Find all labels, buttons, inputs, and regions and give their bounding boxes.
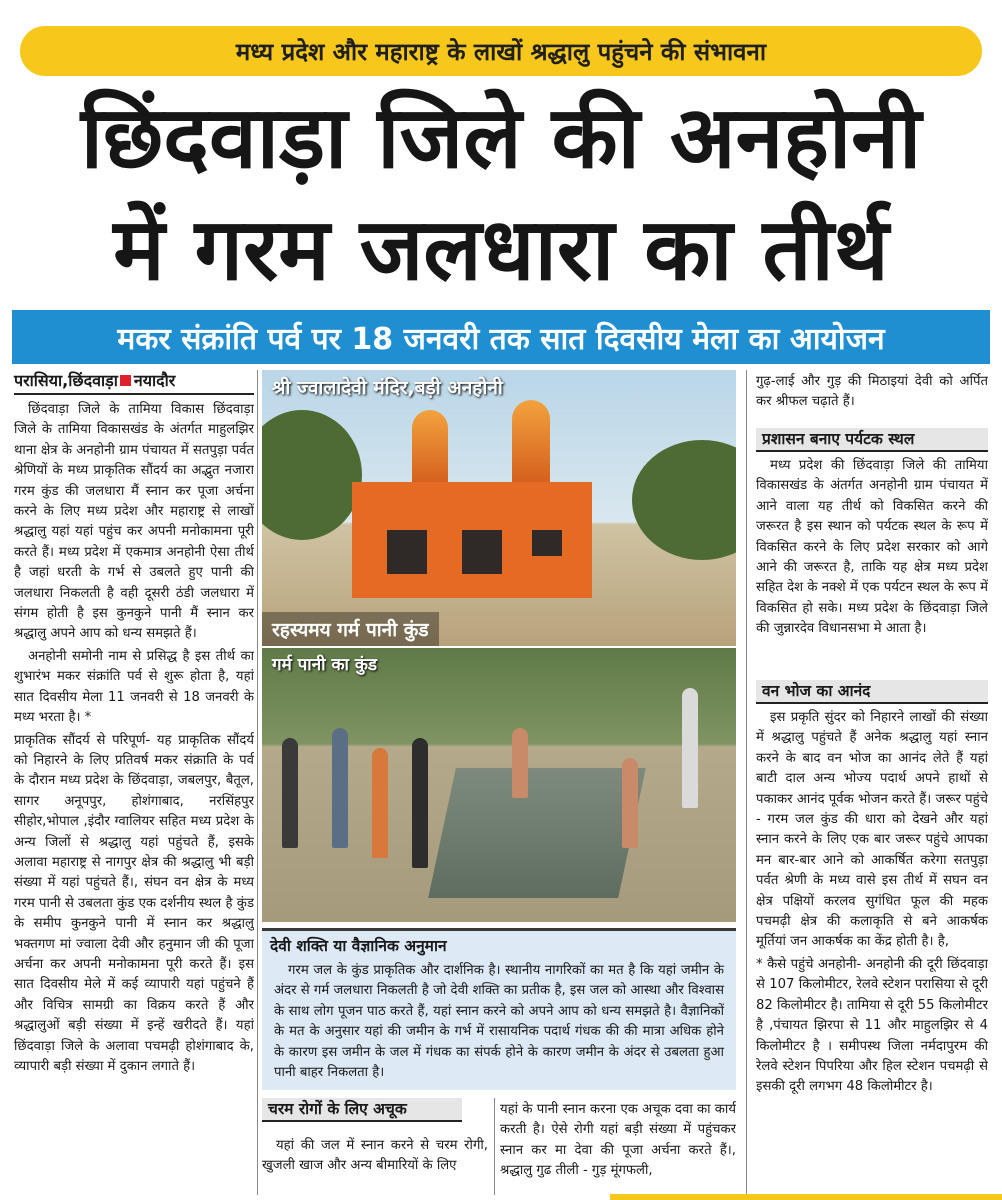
headline-line-2: में गरम जलधारा का तीर्थ — [113, 200, 889, 300]
dateline-source: नयादौर — [133, 371, 176, 390]
column-divider-1 — [257, 370, 258, 1195]
right-section-2 — [756, 708, 988, 1194]
kicker-text: मध्य प्रदेश और महाराष्ट्र के लाखों श्रद्धालु पहुंचने की संभावना — [235, 37, 767, 66]
skin-paragraph-1: यहां की जल में स्नान करने से चरम रोगी, खुजली खाज और अन्य बीमारियों के लिए — [262, 1138, 488, 1174]
right-intro — [756, 372, 988, 424]
right-paragraph-1: मध्य प्रदेश की छिंदवाड़ा जिले की तामिया विकासखंड के अंतर्गत अनहोनी ग्राम पंचायत में आने वाला यह तीर्थ को विकसित करने की जरूरत है इस स्थान को पर्यटक स्थल के रूप में विकसित करने के लिए प्रदेश सरकार को आगे आने की जरूरत है, ताकि यह क्षेत्र मध्य प्रदेश सहित देश के नक्शे में एक पर्यटन स्थल के रूप में विकसित हो सके। मध्य प्रदेश के छिंदवाड़ा जिले की जुन्नारदेव विधानसभा मे आता है। — [756, 458, 988, 637]
kund-caption: गर्म पानी का कुंड — [272, 655, 377, 675]
right-heading-1: प्रशासन बनाए पर्यटक स्थल — [756, 428, 988, 452]
temple-caption-top: श्री ज्वालादेवी मंदिर,बड़ी अनहोनी — [272, 377, 503, 399]
kicker-banner — [20, 26, 982, 76]
temple-photo — [262, 370, 736, 646]
left-paragraph-1: छिंदवाड़ा जिले के तामिया विकास छिंदवाड़ा जिले के तामिया विकासखंड के अंतर्गत माहुलझिर थाना क्षेत्र के अनहोनी ग्राम पंचायत में सतपुड़ा पर्वत श्रेणियों के मध्य प्राकृतिक सौंदर्य का अद्भुत नजारा गरम कुंड की जलधारा मैं स्नान कर पूजा अर्चना करने के लिए मध्य प्रदेश और महाराष्ट्र से लाखों श्रद्धालु यहां यहां पहुंच कर अपनी मनोकामना पूरी करते हैं। मध्य प्रदेश में एकमात्र अनहोनी ऐसा तीर्थ है जहां धरती के गर्भ से उबलते हुए पानी की जलधारा निकलती है वही दूसरी ठंडी जलधारा में संगम होती है इस कुनकुने पानी मैं स्नान कर श्रद्धालु अपने आप को धन्य समझते हैं। — [14, 402, 254, 642]
skin-heading: चरम रोगों के लिए अचूक — [262, 1098, 462, 1122]
deck-text: मकर संक्रांति पर्व पर 18 जनवरी तक सात दिवसीय मेला का आयोजन — [117, 321, 885, 357]
right-heading-2: वन भोज का आनंद — [756, 680, 988, 704]
headline — [10, 82, 992, 306]
dateline-rule — [14, 393, 254, 395]
dateline-square-icon — [120, 375, 131, 386]
left-paragraph-2: अनहोनी समोनी नाम से प्रसिद्ध है इस तीर्थ का शुभारंभ मकर संक्रांति पर्व से शुरू होता है, यहां सात दिवसीय मेला 11 जनवरी से 18 जनवरी के मध्य भरता है। * — [14, 648, 254, 726]
science-body: गरम जल के कुंड प्राकृतिक और दार्शनिक है। स्थानीय नागरिकों का मत है कि यहां जमीन के अंदर से गर्म जलधारा निकलती है जो देवी शक्ति का प्रतीक है, इस जल को आस्था और विश्वास के साथ लोग पूजन पाठ करते हैं, यहां स्नान करने को अपने आप को धन्य समझते है। वैज्ञानिकों के मत के अनुसार यहां की जमीन के गर्भ में रासायनिक पदार्थ गंधक की की मात्रा अधिक होने के कारण इस जमीन के जल में गंधक का संपर्क होने के कारण जमीन के अंदर से उबलता हुआ पानी बाहर निकलता है। — [274, 963, 724, 1081]
column-divider-3 — [746, 370, 747, 1195]
right-paragraph-0: गुढ़-लाई और गुड़ की मिठाइयां देवी को अर्पित कर श्रीफल चढ़ाते हैं। — [756, 374, 988, 410]
skin-column-1 — [262, 1136, 488, 1196]
dateline — [14, 371, 254, 391]
right-paragraph-2: इस प्रकृति सुंदर को निहारने लाखों की संख्या में श्रद्धालु पहुंचते हैं अनेक श्रद्धालु यहां स्नान करने के बाद वन भोज का आनंद लेते हैं यहां बाटी दाल अन्य भोज्य पदार्थ अपने हाथों से पकाकर आनंद पूर्वक भोजन करते हैं। जरूर पहुंचे - गरम जल कुंड की धारा को देखने और यहां स्नान करने के लिए एक बार जरूर पहुंचे आपका मन बार-बार आने को आकर्षित करेगा सतपुड़ा पर्वत श्रेणी के मध्य वासे इस तीर्थ में सघन वन क्षेत्र पक्षियों करलव सुगंधित फूल की महक पचमढ़ी क्षेत्र की कलाकृति से बने आकर्षक मूर्तियां जन आकर्षक का केंद्र होती है। है, — [756, 710, 988, 950]
right-paragraph-3: * कैसे पहुंचे अनहोनी- अनहोनी की दूरी छिंदवाड़ा से 107 किलोमीटर, रेलवे स्टेशन परासिया से दूरी 82 किलोमीटर है। तामिया से दूरी 55 किलोमीटर है ,पंचायत झिरपा से 11 और माहुलझिर से 4 किलोमीटर है । समीपस्थ जिला नर्मदापुरम की रेलवे स्टेशन पिपरिया और हिल स्टेशन पचमढ़ी से इसकी दूरी लगभग 48 किलोमीटर है। — [756, 956, 988, 1095]
footer-bar — [610, 1194, 1002, 1200]
kund-photo — [262, 648, 736, 922]
right-section-1 — [756, 456, 988, 676]
left-column — [14, 400, 254, 1195]
skin-column-2 — [500, 1100, 736, 1195]
skin-paragraph-2: यहां के पानी स्नान करना एक अचूक दवा का कार्य करती है। ऐसे रोगी यहां बड़ी संख्या में पहुंचकर स्नान कर मा देवा की पूजा अर्चना करते हैं।, श्रद्धालु गुढ तीली - गुड़ मूंगफली, — [500, 1102, 736, 1179]
temple-caption-bottom: रहस्यमय गर्म पानी कुंड — [262, 612, 439, 646]
science-heading: देवी शक्ति या वैज्ञानिक अनुमान — [270, 937, 447, 955]
deck-banner — [12, 310, 990, 364]
column-divider-2 — [494, 1098, 495, 1195]
headline-line-1: छिंदवाड़ा जिले की अनहोनी — [80, 88, 922, 188]
dateline-place: परासिया,छिंदवाड़ा — [14, 371, 118, 390]
left-paragraph-3: प्राकृतिक सौंदर्य से परिपूर्ण- यह प्राकृतिक सौंदर्य को निहारने के लिए प्रतिवर्ष मकर संक्राति के पर्व के दौरान मध्य प्रदेश के छिंदवाड़ा, जबलपुर, बैतूल, सागर अनूपपुर, होशंगाबाद, नरसिंहपुर सीहोर,भोपाल ,इंदौर ग्वालियर सहित मध्य प्रदेश के अन्य जिलों से श्रद्धालु यहां पहुंचते हैं, इसके अलावा महाराष्ट्र से नागपुर क्षेत्र की श्रद्धालु भी बड़ी संख्या में यहां पहुंचते हैं।, संघन वन क्षेत्र के मध्य गरम पानी से उबलता कुंड एक दर्शनीय स्थल है कुंड के समीप कुनकुने पानी में स्नान कर श्रद्धालु भक्तगण मां ज्वाला देवी और हनुमान जी की पूजा अर्चना कर अपनी मनोकामना पूरी करते हैं। इस सात दिवसीय मेले में कई व्यापारी यहां पहुंचने हैं और विचित्र सामग्री का विक्रय करते हैं और श्रद्धालुओं बड़ी संख्या में इन्हें खरीदते हैं। यहां छिंदवाड़ा जिले के अलावा पचमढ़ी होशंगाबाद के, व्यापारी बड़ी संख्या में दुकान लगाते हैं। — [14, 732, 254, 1074]
science-box — [262, 928, 736, 1090]
